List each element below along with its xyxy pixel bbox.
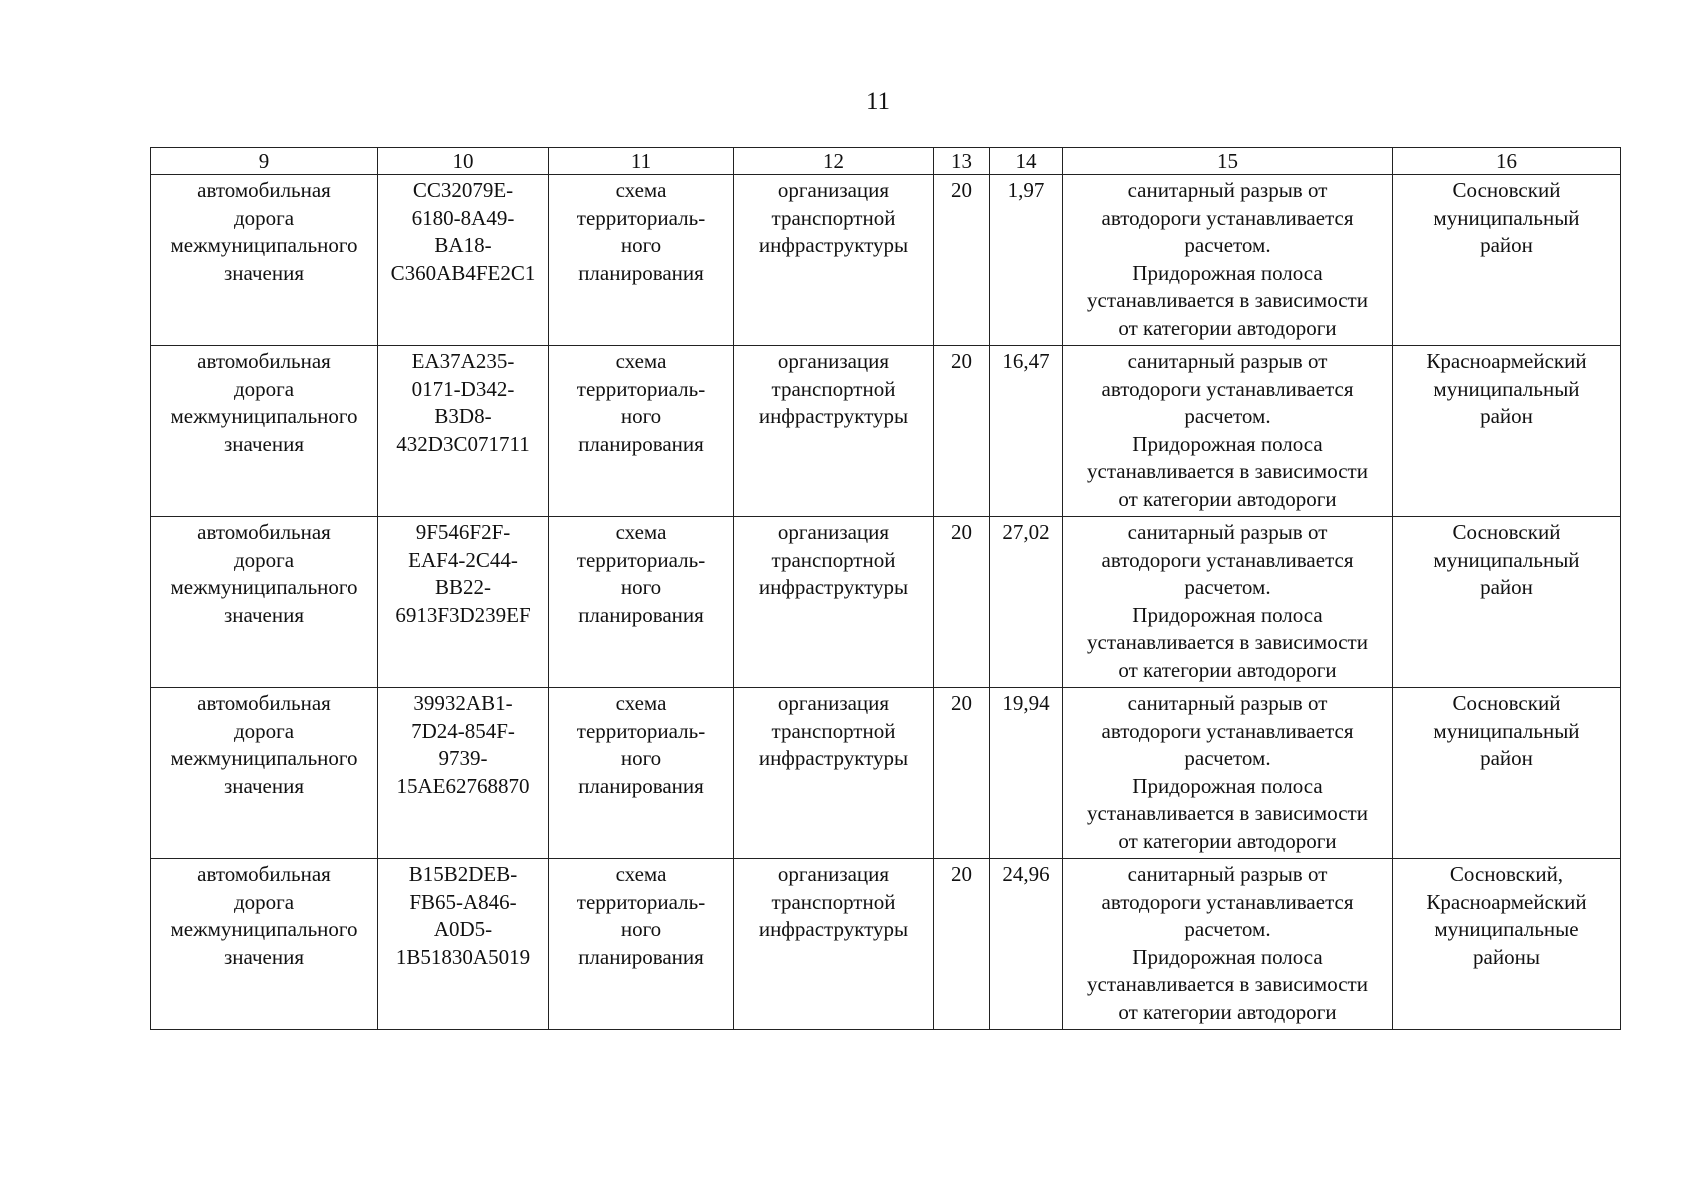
document-text: схема территориаль- ного планирования (576, 691, 706, 798)
object-type-text: автомобильная дорога межмуниципального значения (170, 349, 358, 456)
header-cell: 12 (734, 148, 934, 175)
cell-document (549, 346, 734, 517)
cell-col14 (990, 346, 1063, 517)
table-row (151, 175, 1621, 346)
cell-zone (1063, 859, 1393, 1030)
zone-text: санитарный разрыв от автодороги устанавливается расчетом. Придорожная полоса устанавливается в зависимости от категории автодороги (1087, 862, 1368, 1024)
col13-value: 20 (951, 862, 972, 886)
cell-object-type (151, 175, 378, 346)
purpose-text: организация транспортной инфраструктуры (758, 862, 909, 942)
location-text: Сосновский муниципальный район (1433, 691, 1580, 771)
cell-location (1393, 346, 1621, 517)
col13-value: 20 (951, 520, 972, 544)
purpose-text: организация транспортной инфраструктуры (758, 691, 909, 771)
cell-object-type (151, 859, 378, 1030)
location-text: Сосновский муниципальный район (1433, 520, 1580, 600)
cell-zone (1063, 175, 1393, 346)
cell-col14 (990, 859, 1063, 1030)
header-cell: 15 (1063, 148, 1393, 175)
document-text: схема территориаль- ного планирования (576, 520, 706, 627)
object-code-text: CC32079E- 6180-8A49- BA18- C360AB4FE2C1 (390, 178, 536, 285)
object-code-text: EA37A235- 0171-D342- B3D8- 432D3C071711 (396, 349, 530, 456)
cell-location (1393, 175, 1621, 346)
cell-document (549, 859, 734, 1030)
cell-col13 (934, 175, 990, 346)
cell-purpose (734, 859, 934, 1030)
object-code-text: B15B2DEB- FB65-A846- A0D5- 1B51830A5019 (395, 862, 531, 969)
cell-col13 (934, 859, 990, 1030)
object-type-text: автомобильная дорога межмуниципального значения (170, 691, 358, 798)
cell-object-code (378, 517, 549, 688)
cell-purpose (734, 688, 934, 859)
zone-text: санитарный разрыв от автодороги устанавливается расчетом. Придорожная полоса устанавливается в зависимости от категории автодороги (1087, 520, 1368, 682)
cell-purpose (734, 346, 934, 517)
cell-location (1393, 688, 1621, 859)
object-code-text: 39932AB1- 7D24-854F- 9739- 15AE62768870 (396, 691, 530, 798)
cell-zone (1063, 688, 1393, 859)
object-type-text: автомобильная дорога межмуниципального значения (170, 178, 358, 285)
object-type-text: автомобильная дорога межмуниципального значения (170, 862, 358, 969)
header-cell: 16 (1393, 148, 1621, 175)
document-text: схема территориаль- ного планирования (576, 349, 706, 456)
col14-value: 27,02 (1002, 520, 1050, 544)
zone-text: санитарный разрыв от автодороги устанавливается расчетом. Придорожная полоса устанавливается в зависимости от категории автодороги (1087, 691, 1368, 853)
cell-document (549, 175, 734, 346)
table-row (151, 859, 1621, 1030)
cell-col13 (934, 688, 990, 859)
table-header-row (151, 148, 1621, 175)
cell-purpose (734, 175, 934, 346)
cell-zone (1063, 346, 1393, 517)
cell-object-type (151, 346, 378, 517)
cell-document (549, 688, 734, 859)
cell-col13 (934, 517, 990, 688)
cell-col14 (990, 175, 1063, 346)
object-type-text: автомобильная дорога межмуниципального значения (170, 520, 358, 627)
purpose-text: организация транспортной инфраструктуры (758, 520, 909, 600)
header-cell: 13 (934, 148, 990, 175)
cell-location (1393, 859, 1621, 1030)
col13-value: 20 (951, 691, 972, 715)
cell-object-type (151, 688, 378, 859)
document-text: схема территориаль- ного планирования (576, 178, 706, 285)
document-text: схема территориаль- ного планирования (576, 862, 706, 969)
col14-value: 19,94 (1002, 691, 1050, 715)
document-table (150, 147, 1621, 1030)
table-row (151, 517, 1621, 688)
cell-document (549, 517, 734, 688)
cell-col14 (990, 688, 1063, 859)
cell-col14 (990, 517, 1063, 688)
location-text: Сосновский, Красноармейский муниципальные районы (1426, 862, 1587, 969)
cell-purpose (734, 517, 934, 688)
cell-location (1393, 517, 1621, 688)
cell-zone (1063, 517, 1393, 688)
purpose-text: организация транспортной инфраструктуры (758, 178, 909, 258)
col14-value: 1,97 (1007, 178, 1045, 202)
zone-text: санитарный разрыв от автодороги устанавливается расчетом. Придорожная полоса устанавливается в зависимости от категории автодороги (1087, 349, 1368, 511)
object-code-text: 9F546F2F- EAF4-2C44- BB22- 6913F3D239EF (395, 520, 531, 627)
location-text: Красноармейский муниципальный район (1426, 349, 1587, 429)
table-row (151, 346, 1621, 517)
col14-value: 24,96 (1002, 862, 1050, 886)
purpose-text: организация транспортной инфраструктуры (758, 349, 909, 429)
cell-object-code (378, 688, 549, 859)
header-cell: 11 (549, 148, 734, 175)
header-cell: 9 (151, 148, 378, 175)
location-text: Сосновский муниципальный район (1433, 178, 1580, 258)
col13-value: 20 (951, 349, 972, 373)
cell-object-code (378, 175, 549, 346)
page-number: 11 (865, 88, 891, 115)
cell-object-code (378, 859, 549, 1030)
cell-object-type (151, 517, 378, 688)
table-row (151, 688, 1621, 859)
header-cell: 14 (990, 148, 1063, 175)
header-cell: 10 (378, 148, 549, 175)
cell-col13 (934, 346, 990, 517)
zone-text: санитарный разрыв от автодороги устанавливается расчетом. Придорожная полоса устанавливается в зависимости от категории автодороги (1087, 178, 1368, 340)
col13-value: 20 (951, 178, 972, 202)
cell-object-code (378, 346, 549, 517)
col14-value: 16,47 (1002, 349, 1050, 373)
